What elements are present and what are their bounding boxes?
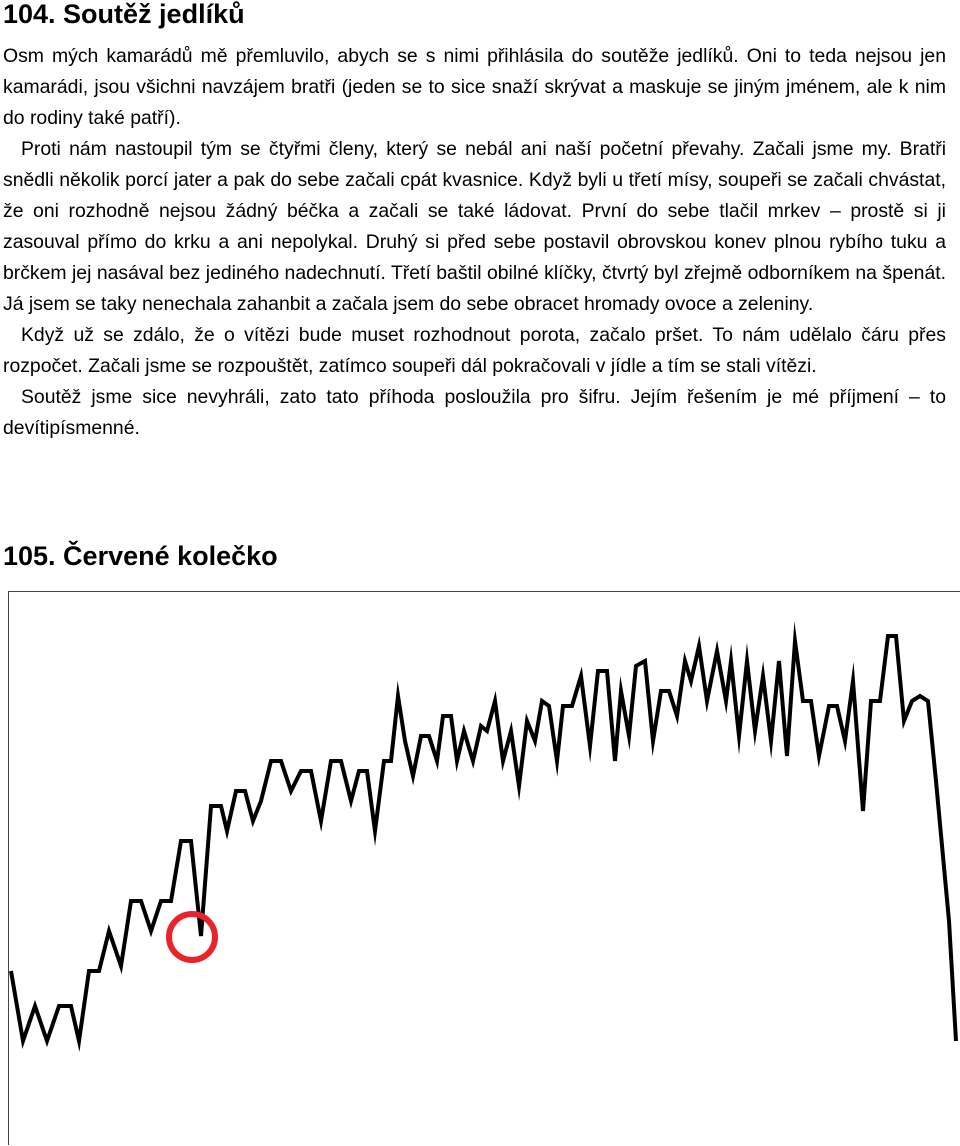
story-paragraph-3: Když už se zdálo, že o vítězi bude muset rozhodnout porota, začalo pršet. To nám udělalo čáru přes rozpočet. Začali jsme se rozpouštět, zatímco soupeři dál pokračovali v jídle a tím se stali vítězi. — [3, 324, 946, 377]
puzzle-104-title: 104. Soutěž jedlíků — [3, 0, 245, 29]
zigzag-figure-svg — [1, 1, 960, 1146]
red-circle-marker — [169, 914, 215, 960]
puzzle-105-title: 105. Červené kolečko — [3, 541, 278, 571]
story-paragraph-2: Proti nám nastoupil tým se čtyřmi členy, který se nebál ani naší početní převahy. Začali jsme my. Bratři snědli několik porcí jater a pak do sebe začali cpát kvasnice. Když byli u třetí mísy, soupeři se začali chvástat, že oni rozhodně nejsou žádný béčka a začali se také ládovat. První do sebe tlačil mrkev – prostě si ji zasouval přímo do krku a ani nepolykal. Druhý si před sebe postavil obrovskou konev plnou rybího tuku a brčkem jej nasával bez jediného nadechnutí. Třetí baštil obilné klíčky, čtvrtý byl zřejmě odborníkem na špenát. Já jsem se taky nenechala zahanbit a začala jsem do sebe obracet hromady ovoce a zeleniny. — [3, 138, 946, 315]
zigzag-line — [11, 636, 956, 1041]
story-paragraph-4: Soutěž jsme sice nevyhráli, zato tato příhoda posloužila pro šifru. Jejím řešením je mé příjmení – to devítipísmenné. — [3, 386, 946, 439]
story-paragraph-1: Osm mých kamarádů mě přemluvilo, abych se s nimi přihlásila do soutěže jedlíků. Oni to teda nejsou jen kamarádi, jsou všichni navzájem bratři (jeden se to sice snaží skrývat a maskuje se jiným jménem, ale k nim do rodiny také patří). — [3, 45, 946, 129]
puzzle-105-figure — [8, 591, 960, 1145]
